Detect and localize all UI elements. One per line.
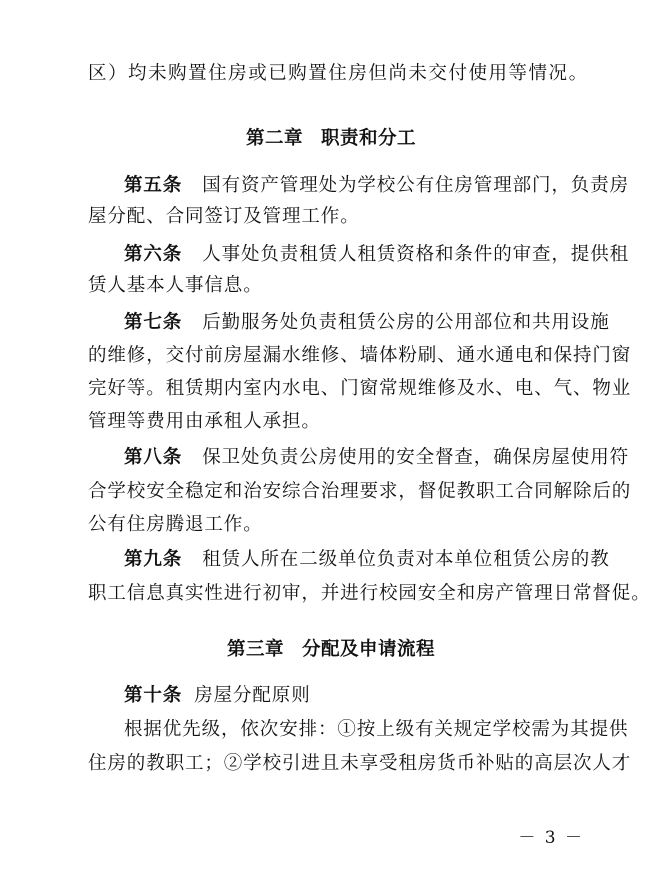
chapter-heading-2 [0,127,662,151]
chapter-title: 职责和分工 [321,128,417,149]
article-5-line-2: 屋分配、合同签订及管理工作。 [88,206,360,227]
article-label: 第六条 [124,244,183,265]
article-6-line-2: 赁人基本人事信息。 [88,275,263,296]
article-7-line-2: 的维修，交付前房屋漏水维修、墙体粉刷、通水通电和保持门窗 [88,345,632,366]
chapter-title: 分配及申请流程 [302,639,436,660]
page-number: － 3 － [518,828,584,848]
chapter-heading-3 [0,638,662,662]
article-text: 国有资产管理处为学校公有住房管理部门，负责房 [202,175,630,196]
article-7-line-3: 完好等。租赁期内室内水电、门窗常规维修及水、电、气、物业 [88,378,632,399]
article-9-line-1 [124,548,610,572]
article-8-line-3: 公有住房腾退工作。 [88,514,263,535]
paragraph-line-2: 住房的教职工；②学校引进且未享受租房货币补贴的高层次人才 [88,753,632,774]
paragraph-line-1: 根据优先级，依次安排：①按上级有关规定学校需为其提供 [124,719,629,740]
article-7-line-1 [124,311,610,335]
article-7-line-4: 管理等费用由承租人承担。 [88,411,321,432]
article-9-line-2: 职工信息真实性进行初审，并进行校园安全和房产管理日常督促。 [88,583,651,604]
article-text: 后勤服务处负责租赁公房的公用部位和共用设施 [202,312,610,333]
chapter-number: 第三章 [226,639,284,660]
article-6-line-1 [124,243,630,267]
article-label: 第八条 [124,447,183,468]
article-label: 第七条 [124,312,183,333]
article-label: 第五条 [124,175,183,196]
article-text: 保卫处负责公房使用的安全督查，确保房屋使用符 [202,447,630,468]
article-label: 第十条 [124,685,183,706]
article-8-line-1 [124,446,630,470]
article-label: 第九条 [124,549,183,570]
chapter-number: 第二章 [245,128,303,149]
article-text: 人事处负责租赁人租赁资格和条件的审查，提供租 [202,244,630,265]
article-text: 租赁人所在二级单位负责对本单位租赁公房的教 [202,549,610,570]
article-10-heading [124,684,588,708]
article-8-line-2: 合学校安全稳定和治安综合治理要求，督促教职工合同解除后的 [88,481,632,502]
article-title: 房屋分配原则 [194,685,311,706]
text-line-continuation: 区）均未购置住房或已购置住房但尚未交付使用等情况。 [88,63,588,84]
article-5-line-1 [124,174,630,198]
